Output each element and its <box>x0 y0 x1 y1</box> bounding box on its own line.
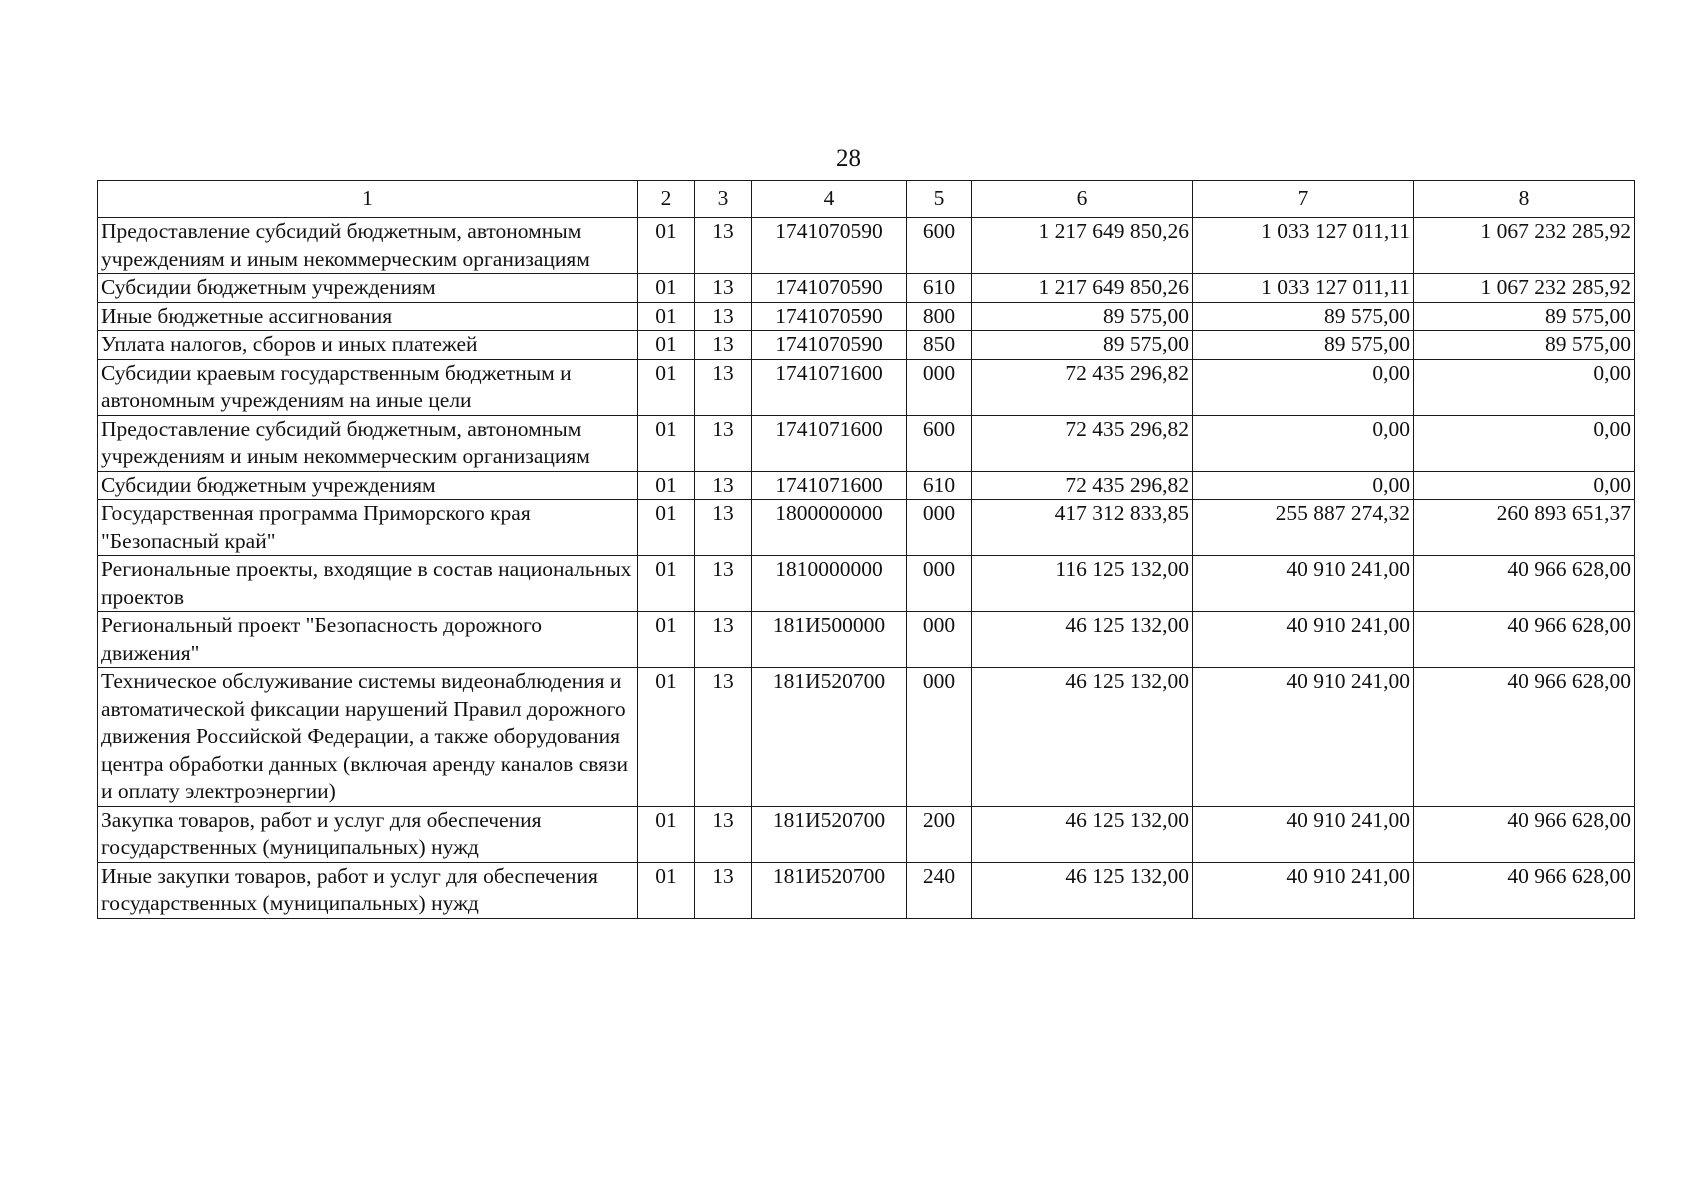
subsection-code-cell: 13 <box>695 415 752 471</box>
amount-col8-cell: 1 067 232 285,92 <box>1414 218 1635 274</box>
target-article-cell: 1800000000 <box>752 500 907 556</box>
expense-type-cell: 000 <box>907 612 972 668</box>
section-code-cell: 01 <box>638 331 695 360</box>
column-header-2: 2 <box>638 181 695 218</box>
expense-type-cell: 240 <box>907 862 972 918</box>
amount-col6-cell: 89 575,00 <box>972 331 1193 360</box>
table-row <box>98 471 1635 500</box>
table-row <box>98 274 1635 303</box>
amount-col7-cell: 255 887 274,32 <box>1193 500 1414 556</box>
subsection-code-cell: 13 <box>695 862 752 918</box>
amount-col7-cell: 0,00 <box>1193 415 1414 471</box>
table-row <box>98 668 1635 807</box>
subsection-code-cell: 13 <box>695 359 752 415</box>
amount-col6-cell: 46 125 132,00 <box>972 668 1193 807</box>
column-header-7: 7 <box>1193 181 1414 218</box>
amount-col8-cell: 1 067 232 285,92 <box>1414 274 1635 303</box>
amount-col7-cell: 89 575,00 <box>1193 331 1414 360</box>
amount-col8-cell: 89 575,00 <box>1414 302 1635 331</box>
table-row <box>98 862 1635 918</box>
section-code-cell: 01 <box>638 668 695 807</box>
amount-col8-cell: 40 966 628,00 <box>1414 862 1635 918</box>
page-number: 28 <box>836 145 861 172</box>
subsection-code-cell: 13 <box>695 218 752 274</box>
row-name-cell: Иные закупки товаров, работ и услуг для обеспечения государственных (муниципальных) нужд <box>98 862 638 918</box>
column-header-1: 1 <box>98 181 638 218</box>
expense-type-cell: 200 <box>907 806 972 862</box>
target-article-cell: 181И500000 <box>752 612 907 668</box>
table-row <box>98 359 1635 415</box>
row-name-cell: Региональные проекты, входящие в состав национальных проектов <box>98 556 638 612</box>
expense-type-cell: 000 <box>907 500 972 556</box>
row-name-cell: Региональный проект "Безопасность дорожного движения" <box>98 612 638 668</box>
expense-type-cell: 610 <box>907 471 972 500</box>
table-row <box>98 218 1635 274</box>
amount-col7-cell: 40 910 241,00 <box>1193 862 1414 918</box>
amount-col8-cell: 40 966 628,00 <box>1414 668 1635 807</box>
amount-col8-cell: 0,00 <box>1414 359 1635 415</box>
section-code-cell: 01 <box>638 500 695 556</box>
amount-col7-cell: 89 575,00 <box>1193 302 1414 331</box>
budget-table <box>97 180 1635 919</box>
amount-col6-cell: 417 312 833,85 <box>972 500 1193 556</box>
target-article-cell: 1741071600 <box>752 415 907 471</box>
row-name-cell: Иные бюджетные ассигнования <box>98 302 638 331</box>
amount-col7-cell: 1 033 127 011,11 <box>1193 274 1414 303</box>
section-code-cell: 01 <box>638 806 695 862</box>
section-code-cell: 01 <box>638 359 695 415</box>
table-row <box>98 612 1635 668</box>
amount-col8-cell: 0,00 <box>1414 471 1635 500</box>
row-name-cell: Уплата налогов, сборов и иных платежей <box>98 331 638 360</box>
row-name-cell: Субсидии бюджетным учреждениям <box>98 274 638 303</box>
table-row <box>98 556 1635 612</box>
section-code-cell: 01 <box>638 218 695 274</box>
row-name-cell: Закупка товаров, работ и услуг для обеспечения государственных (муниципальных) нужд <box>98 806 638 862</box>
subsection-code-cell: 13 <box>695 471 752 500</box>
column-header-6: 6 <box>972 181 1193 218</box>
expense-type-cell: 000 <box>907 359 972 415</box>
subsection-code-cell: 13 <box>695 302 752 331</box>
amount-col6-cell: 46 125 132,00 <box>972 612 1193 668</box>
amount-col7-cell: 40 910 241,00 <box>1193 806 1414 862</box>
amount-col6-cell: 1 217 649 850,26 <box>972 274 1193 303</box>
column-header-4: 4 <box>752 181 907 218</box>
subsection-code-cell: 13 <box>695 331 752 360</box>
amount-col8-cell: 40 966 628,00 <box>1414 556 1635 612</box>
row-name-cell: Предоставление субсидий бюджетным, автономным учреждениям и иным некоммерческим организациям <box>98 415 638 471</box>
target-article-cell: 181И520700 <box>752 862 907 918</box>
amount-col7-cell: 40 910 241,00 <box>1193 612 1414 668</box>
expense-type-cell: 610 <box>907 274 972 303</box>
amount-col7-cell: 1 033 127 011,11 <box>1193 218 1414 274</box>
amount-col8-cell: 260 893 651,37 <box>1414 500 1635 556</box>
subsection-code-cell: 13 <box>695 556 752 612</box>
subsection-code-cell: 13 <box>695 274 752 303</box>
target-article-cell: 1741070590 <box>752 302 907 331</box>
expense-type-cell: 600 <box>907 415 972 471</box>
target-article-cell: 181И520700 <box>752 668 907 807</box>
section-code-cell: 01 <box>638 556 695 612</box>
amount-col7-cell: 40 910 241,00 <box>1193 556 1414 612</box>
section-code-cell: 01 <box>638 471 695 500</box>
section-code-cell: 01 <box>638 862 695 918</box>
section-code-cell: 01 <box>638 612 695 668</box>
row-name-cell: Государственная программа Приморского края "Безопасный край" <box>98 500 638 556</box>
amount-col6-cell: 1 217 649 850,26 <box>972 218 1193 274</box>
table-row <box>98 415 1635 471</box>
row-name-cell: Субсидии краевым государственным бюджетным и автономным учреждениям на иные цели <box>98 359 638 415</box>
amount-col7-cell: 40 910 241,00 <box>1193 668 1414 807</box>
expense-type-cell: 000 <box>907 556 972 612</box>
amount-col6-cell: 46 125 132,00 <box>972 862 1193 918</box>
table-row <box>98 302 1635 331</box>
expense-type-cell: 600 <box>907 218 972 274</box>
section-code-cell: 01 <box>638 415 695 471</box>
amount-col6-cell: 72 435 296,82 <box>972 415 1193 471</box>
target-article-cell: 1741070590 <box>752 331 907 360</box>
column-header-3: 3 <box>695 181 752 218</box>
section-code-cell: 01 <box>638 274 695 303</box>
row-name-cell: Техническое обслуживание системы видеонаблюдения и автоматической фиксации нарушений Правил дорожного движения Российской Федерации, а также оборудования центра обработки данных (включая аренду каналов связи и оплату электроэнергии) <box>98 668 638 807</box>
target-article-cell: 1741071600 <box>752 359 907 415</box>
column-header-8: 8 <box>1414 181 1635 218</box>
section-code-cell: 01 <box>638 302 695 331</box>
table-row <box>98 500 1635 556</box>
subsection-code-cell: 13 <box>695 668 752 807</box>
target-article-cell: 1741071600 <box>752 471 907 500</box>
amount-col6-cell: 72 435 296,82 <box>972 471 1193 500</box>
expense-type-cell: 000 <box>907 668 972 807</box>
expense-type-cell: 800 <box>907 302 972 331</box>
amount-col8-cell: 89 575,00 <box>1414 331 1635 360</box>
amount-col8-cell: 40 966 628,00 <box>1414 806 1635 862</box>
amount-col6-cell: 46 125 132,00 <box>972 806 1193 862</box>
row-name-cell: Субсидии бюджетным учреждениям <box>98 471 638 500</box>
row-name-cell: Предоставление субсидий бюджетным, автономным учреждениям и иным некоммерческим организациям <box>98 218 638 274</box>
amount-col6-cell: 89 575,00 <box>972 302 1193 331</box>
column-header-5: 5 <box>907 181 972 218</box>
amount-col6-cell: 116 125 132,00 <box>972 556 1193 612</box>
amount-col8-cell: 0,00 <box>1414 415 1635 471</box>
target-article-cell: 1741070590 <box>752 274 907 303</box>
target-article-cell: 1741070590 <box>752 218 907 274</box>
header-row <box>98 181 1635 218</box>
subsection-code-cell: 13 <box>695 806 752 862</box>
amount-col7-cell: 0,00 <box>1193 471 1414 500</box>
amount-col6-cell: 72 435 296,82 <box>972 359 1193 415</box>
amount-col7-cell: 0,00 <box>1193 359 1414 415</box>
subsection-code-cell: 13 <box>695 612 752 668</box>
table-row <box>98 806 1635 862</box>
target-article-cell: 181И520700 <box>752 806 907 862</box>
subsection-code-cell: 13 <box>695 500 752 556</box>
amount-col8-cell: 40 966 628,00 <box>1414 612 1635 668</box>
target-article-cell: 1810000000 <box>752 556 907 612</box>
expense-type-cell: 850 <box>907 331 972 360</box>
table-row <box>98 331 1635 360</box>
